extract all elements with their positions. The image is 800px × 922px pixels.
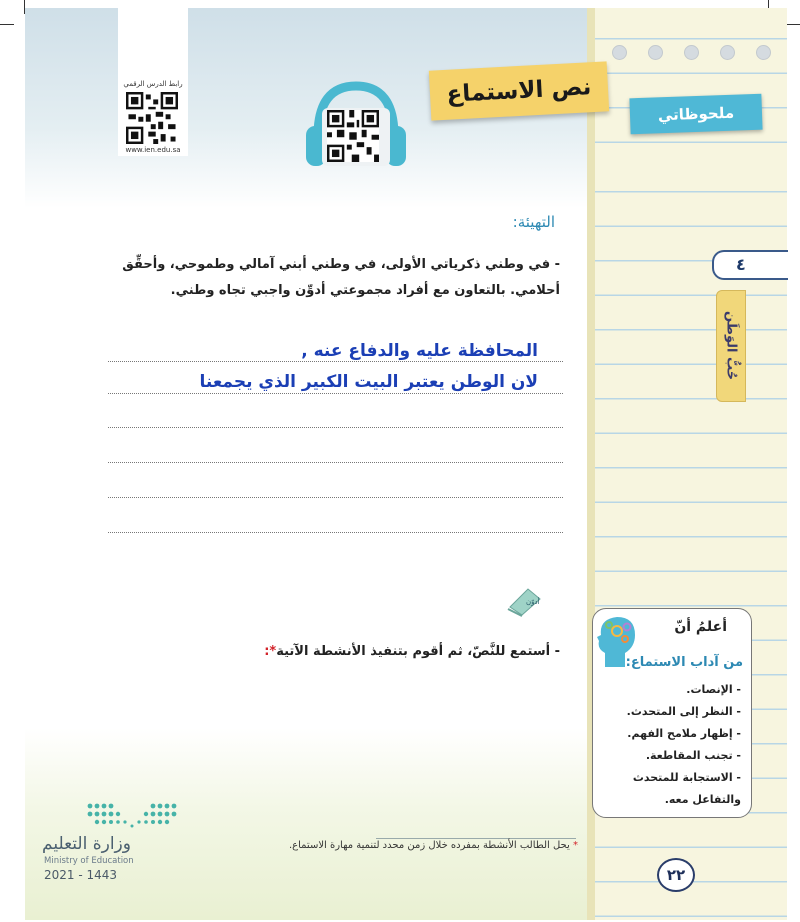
footnote-text: يحل الطالب الأنشطة بمفرده خلال زمن محدد لتنمية مهارة الاستماع. [288, 840, 570, 851]
handwritten-answer-line-2: لان الوطن يعتبر البيت الكبير الذي يجمعنا [199, 372, 538, 392]
etiquette-list [601, 679, 741, 811]
footnote-divider [376, 838, 576, 839]
ministry-year: 2021 - 1443 [44, 868, 118, 882]
listening-etiquette-heading: من آداب الاستماع: [625, 655, 743, 670]
footnote-star: * [573, 840, 578, 851]
list-item: - الإنصات. [686, 683, 741, 696]
list-item: - إظهار ملامح الفهم. [627, 727, 741, 740]
binder-hole [684, 45, 699, 60]
ministry-logo-icon [86, 800, 178, 830]
writing-line[interactable] [108, 393, 563, 394]
binder-hole [756, 45, 771, 60]
writing-line[interactable] [108, 361, 563, 362]
list-item: - النظر إلى المتحدث. [626, 705, 741, 718]
digital-lesson-card[interactable] [118, 8, 188, 156]
list-item: والتفاعل معه. [664, 793, 741, 806]
warmup-label: التهيئة: [512, 213, 555, 231]
list-item: - الاستجابة للمتحدث [632, 771, 741, 784]
writing-line[interactable] [108, 497, 563, 498]
ministry-name-ar: وزارة التعليم [42, 834, 131, 854]
activity-instruction [264, 644, 560, 659]
lesson-url[interactable]: www.ien.edu.sa [125, 146, 181, 154]
page-number: ٢٢ [657, 858, 695, 892]
unit-number: ٤ [712, 250, 788, 280]
writing-line[interactable] [108, 427, 563, 428]
unit-name: حُبُّ الوَطَن [723, 311, 739, 381]
did-you-know-title: أعلمُ أنّ [674, 619, 727, 635]
listening-qr-icon[interactable] [327, 110, 379, 162]
binder-hole [720, 45, 735, 60]
warmup-text: - في وطني ذكرياتي الأولى، في وطني أبني آمالي وطموحي، وأحقِّق أحلامي. بالتعاون مع أفراد مجموعتي أدوِّن واجبي تجاه وطني. [122, 257, 560, 298]
unit-name-tab [716, 290, 746, 402]
crop-mark [786, 24, 800, 25]
did-you-know-box [592, 608, 752, 818]
ministry-name-en: Ministry of Education [44, 856, 134, 866]
lesson-title-banner: نص الاستماع [429, 61, 609, 120]
my-notes-tab: ملحوظاتي [629, 94, 762, 135]
writing-line[interactable] [108, 462, 563, 463]
binder-hole [648, 45, 663, 60]
instruction-text: - أستمع للنَّصّ، ثم أقوم بتنفيذ الأنشطة الآتية [276, 644, 560, 659]
instruction-star: *: [264, 644, 277, 659]
writing-line[interactable] [108, 532, 563, 533]
list-item: - تجنب المقاطعة. [645, 749, 741, 762]
handwritten-answer-line-1: المحافظة عليه والدفاع عنه , [301, 341, 538, 361]
digital-lesson-label: رابط الدرس الرقمي [123, 80, 183, 88]
binder-hole [612, 45, 627, 60]
footnote [289, 840, 578, 851]
crop-mark [0, 24, 14, 25]
book-icon-label: أدوّن [526, 598, 540, 606]
qr-code-icon[interactable] [124, 92, 180, 144]
notebook-write-icon [506, 585, 544, 617]
